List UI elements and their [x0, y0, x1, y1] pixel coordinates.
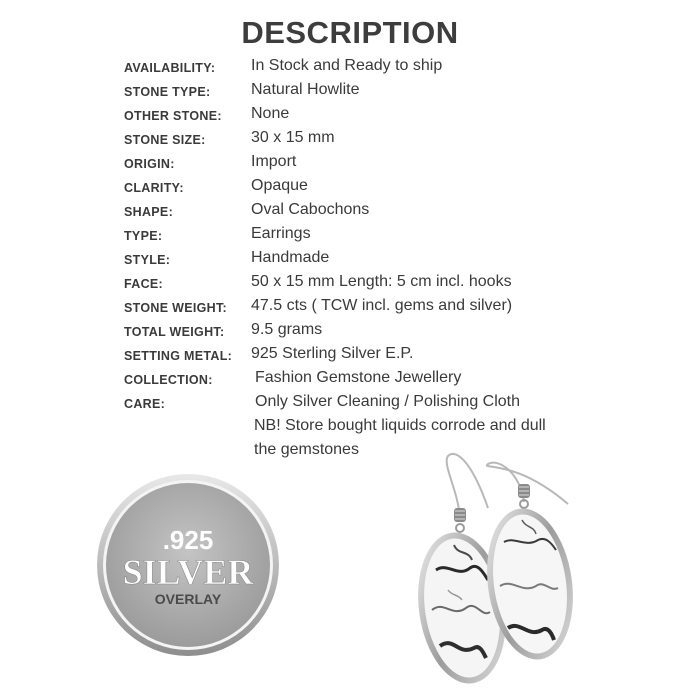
spec-row [124, 321, 684, 345]
spec-value: 9.5 grams [251, 321, 323, 338]
badge-925-text: .925 [162, 525, 214, 555]
spec-key: CLARITY: [124, 181, 184, 195]
spec-row [124, 129, 684, 153]
spec-row [124, 177, 684, 201]
earrings-photo [418, 450, 578, 690]
spec-key: SHAPE: [124, 205, 174, 219]
silver-overlay-badge [96, 473, 280, 657]
spec-value: Only Silver Cleaning / Polishing Cloth [255, 393, 521, 410]
spec-value: Import [251, 153, 297, 170]
page-title: DESCRIPTION [241, 15, 459, 50]
spec-key: AVAILABILITY: [124, 61, 216, 75]
spec-value: Handmade [251, 249, 330, 266]
spec-key: STONE WEIGHT: [124, 301, 227, 315]
spec-row [124, 81, 684, 105]
spec-key: ORIGIN: [124, 157, 175, 171]
spec-value: Oval Cabochons [251, 201, 370, 218]
spec-row [124, 105, 684, 129]
ear-hook-left [447, 454, 488, 518]
badge-silver-text: SILVER [122, 552, 254, 592]
spec-key: CARE: [124, 397, 166, 411]
spec-key: FACE: [124, 277, 163, 291]
spec-key: SETTING METAL: [124, 349, 233, 363]
spec-row [124, 249, 684, 273]
spec-value: Earrings [251, 225, 311, 242]
badge-overlay-text: OVERLAY [154, 591, 222, 607]
spec-value: Fashion Gemstone Jewellery [255, 369, 462, 386]
spec-row [124, 369, 684, 393]
spec-value: In Stock and Ready to ship [251, 57, 443, 74]
spec-row [124, 393, 684, 417]
spec-row [124, 225, 684, 249]
spec-value: 50 x 15 mm Length: 5 cm incl. hooks [251, 273, 512, 290]
spec-row [124, 297, 684, 321]
spec-row [124, 345, 684, 369]
spec-key: TOTAL WEIGHT: [124, 325, 225, 339]
spec-key: OTHER STONE: [124, 109, 222, 123]
spec-row [124, 153, 684, 177]
spec-key: TYPE: [124, 229, 163, 243]
care-note-line: NB! Store bought liquids corrode and dull [254, 417, 546, 434]
care-note-line: the gemstones [254, 441, 359, 458]
spec-value: 925 Sterling Silver E.P. [251, 345, 414, 362]
spec-row [124, 201, 684, 225]
spec-key: STONE TYPE: [124, 85, 211, 99]
spec-value: 47.5 cts ( TCW incl. gems and silver) [251, 297, 513, 314]
spec-value: 30 x 15 mm [251, 129, 335, 146]
spec-value: None [251, 105, 290, 122]
spec-key: STYLE: [124, 253, 171, 267]
spec-value: Natural Howlite [251, 81, 360, 98]
spec-row [124, 57, 684, 81]
spec-key: STONE SIZE: [124, 133, 206, 147]
spec-key: COLLECTION: [124, 373, 213, 387]
spec-value: Opaque [251, 177, 308, 194]
spec-row [124, 273, 684, 297]
spec-list [124, 57, 684, 417]
